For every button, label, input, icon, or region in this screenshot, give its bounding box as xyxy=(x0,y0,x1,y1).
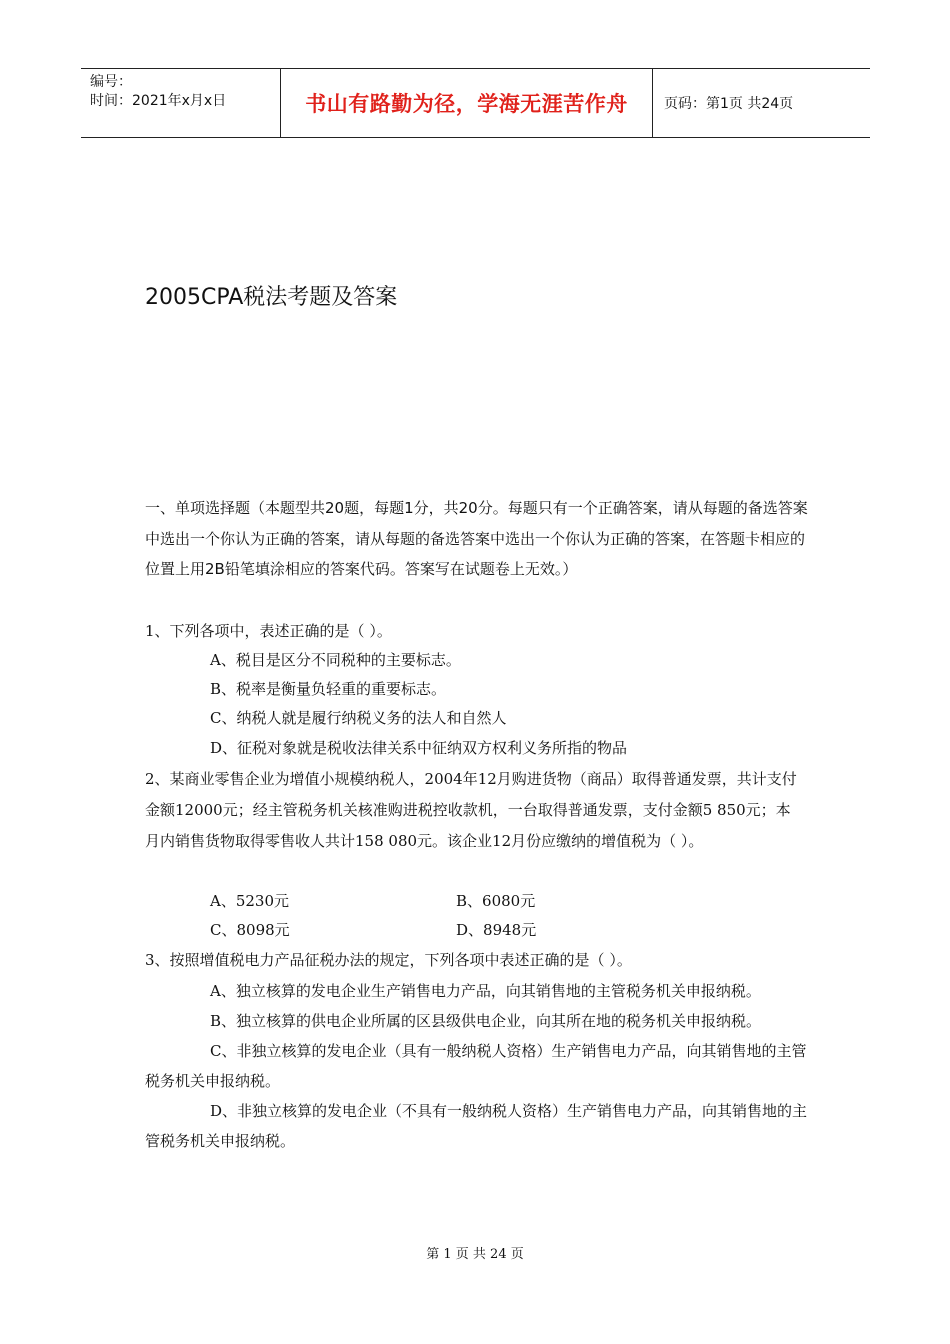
page-footer: 第 1 页 共 24 页 xyxy=(426,1247,524,1262)
question-1-option-b: B、税率是衡量负轻重的重要标志。 xyxy=(210,680,447,698)
question-3-option-d: D、非独立核算的发电企业（不具有一般纳税人资格）生产销售电力产品，向其销售地的主管税务机关申报纳税。 xyxy=(145,1102,808,1150)
header-page-info xyxy=(653,69,870,137)
page-header xyxy=(81,68,870,138)
header-meta xyxy=(81,69,281,137)
document-title: 2005CPA税法考题及答案 xyxy=(145,285,398,310)
question-1-option-c: C、纳税人就是履行纳税义务的法人和自然人 xyxy=(210,709,507,727)
question-2-stem: 2、某商业零售企业为增值小规模纳税人，2004年12月购进货物（商品）取得普通发票，共计支付金额12000元；经主管税务机关核准购进税控收款机，一台取得普通发票，支付金额5 850元；本月内销售货物取得零售收人共计158 080元。该企业12月份应缴纳的增值税为（ ）。 xyxy=(145,770,797,850)
section-heading: 一、单项选择题（本题型共20题，每题1分，共20分。每题只有一个正确答案，请从每题的备选答案中选出一个你认为正确的答案，请从每题的备选答案中选出一个你认为正确的答案，在答题卡相应的位置上用2B铅笔填涂相应的答案代码。答案写在试题卷上无效。） xyxy=(145,499,808,578)
header-motto-cell xyxy=(281,69,653,137)
page-info-text: 页码：第1页 共24页 xyxy=(664,96,794,112)
motto-text: 书山有路勤为径，学海无涯苦作舟 xyxy=(305,92,628,116)
question-1-option-d: D、征税对象就是税收法律关系中征纳双方权利义务所指的物品 xyxy=(210,739,628,757)
question-3-option-b: B、独立核算的供电企业所属的区县级供电企业，向其所在地的税务机关申报纳税。 xyxy=(210,1012,762,1030)
document-number-label: 编号： xyxy=(90,74,132,90)
question-1-option-a: A、税目是区分不同税种的主要标志。 xyxy=(210,651,461,669)
question-2-option-d: D、8948元 xyxy=(456,921,537,939)
question-1-stem: 1、下列各项中，表述正确的是（ ）。 xyxy=(145,622,392,640)
question-2-option-a: A、5230元 xyxy=(210,892,290,910)
document-time-label: 时间：2021年x月x日 xyxy=(90,93,227,109)
question-3-option-a: A、独立核算的发电企业生产销售电力产品，向其销售地的主管税务机关申报纳税。 xyxy=(210,982,761,1000)
question-3-option-c: C、非独立核算的发电企业（具有一般纳税人资格）生产销售电力产品，向其销售地的主管税务机关申报纳税。 xyxy=(145,1042,807,1090)
question-2-option-c: C、8098元 xyxy=(210,921,290,939)
question-3-stem: 3、按照增值税电力产品征税办法的规定，下列各项中表述正确的是（ ）。 xyxy=(145,951,632,969)
question-2-option-b: B、6080元 xyxy=(456,892,536,910)
